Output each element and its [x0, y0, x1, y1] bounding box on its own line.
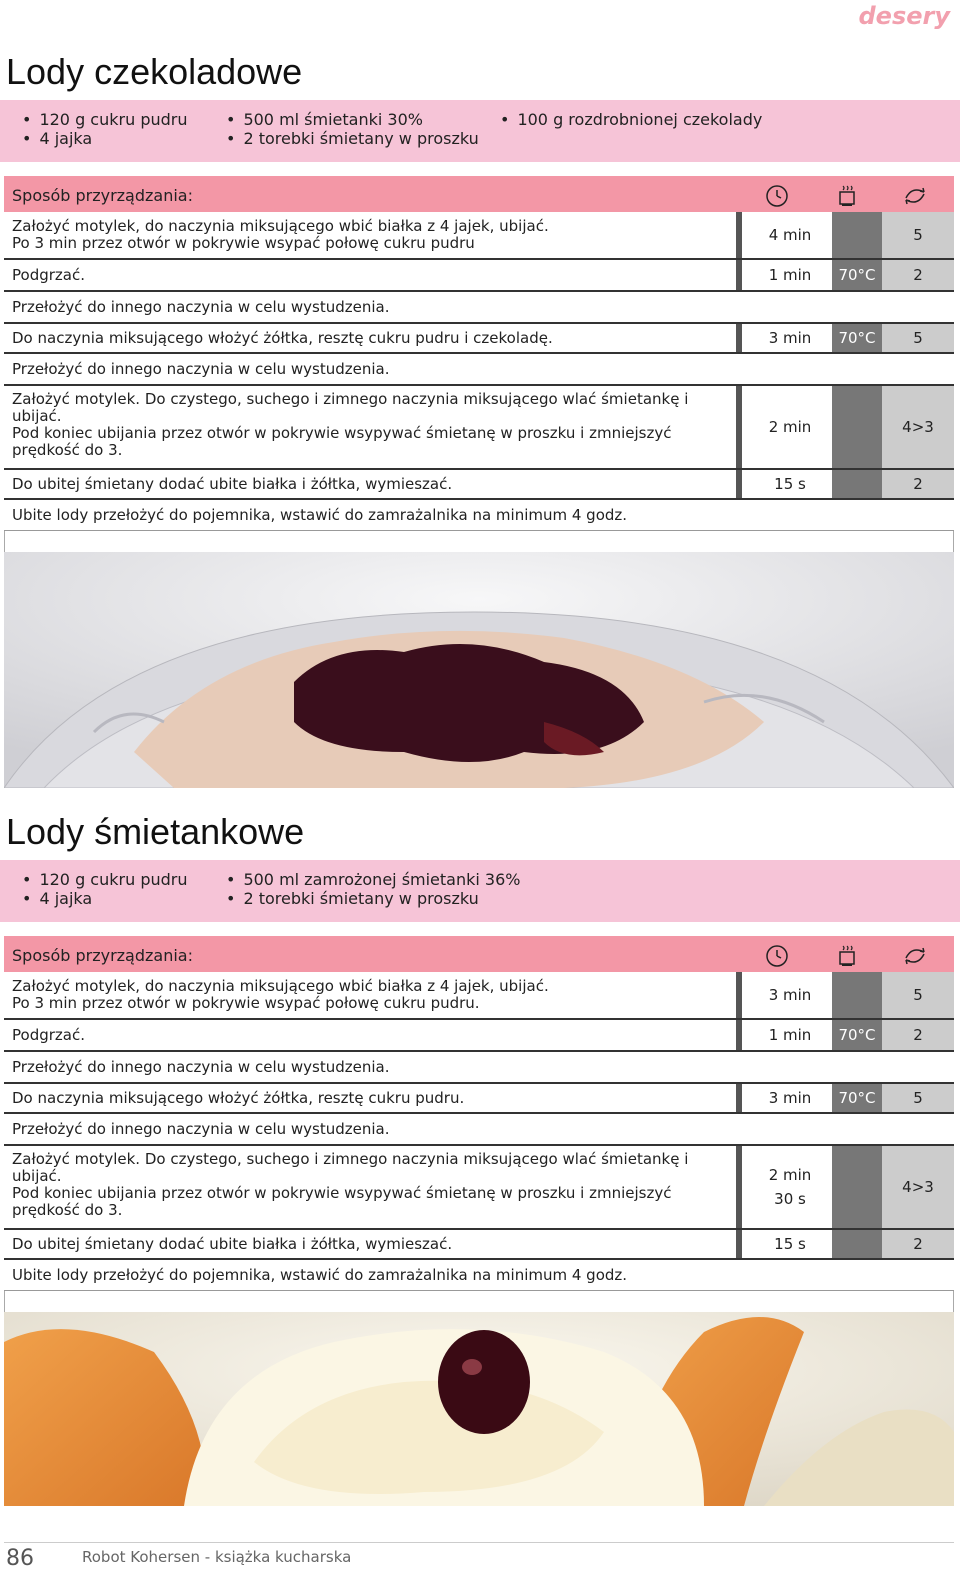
step-text: Przełożyć do innego naczynia w celu wystudzenia.	[12, 360, 390, 378]
step-time: 4 min	[736, 212, 838, 258]
step-text: Założyć motylek. Do czystego, suchego i zimnego naczynia miksującego wlać śmietankę i ubijać. Pod koniec ubijania przez otwór w pokrywie wsypywać śmietanę w proszku i zmniejszyć prędkość do 3.	[12, 390, 689, 459]
ingredient: • 2 torebki śmietany w proszku	[226, 129, 479, 148]
ingredient: • 120 g cukru pudru	[22, 110, 187, 129]
footer-divider	[4, 1542, 954, 1543]
step-row	[4, 470, 954, 500]
step-temp	[832, 972, 882, 1018]
step-temp: 70°C	[832, 1020, 882, 1050]
step-speed: 2	[882, 470, 954, 498]
speed-icon	[902, 182, 928, 208]
ice-cream-dessert-image	[4, 1312, 954, 1506]
step-row	[4, 500, 954, 531]
step-row	[4, 386, 954, 470]
step-settings	[736, 260, 954, 290]
step-settings	[736, 386, 954, 468]
step-row	[4, 1052, 954, 1084]
ingredients-column	[22, 110, 187, 148]
step-settings	[736, 324, 954, 352]
step-text: Założyć motylek. Do czystego, suchego i zimnego naczynia miksującego wlać śmietankę i ubijać. Pod koniec ubijania przez otwór w pokrywie wsypywać śmietanę w proszku i zmniejszyć prędkość do 3.	[12, 1150, 689, 1219]
step-speed: 2	[882, 260, 954, 290]
ice-cream-bowl-image	[4, 552, 954, 788]
temperature-icon	[834, 182, 860, 208]
step-settings	[736, 1146, 954, 1228]
step-time: 3 min	[736, 324, 838, 352]
step-settings	[736, 1084, 954, 1112]
step-row	[4, 972, 954, 1020]
step-time: 3 min	[736, 1084, 838, 1112]
step-temp: 70°C	[832, 1084, 882, 1112]
step-time: 3 min	[736, 972, 838, 1018]
step-time: 2 min	[736, 386, 838, 468]
step-temp	[832, 470, 882, 498]
step-row	[4, 1084, 954, 1114]
step-text: Przełożyć do innego naczynia w celu wystudzenia.	[12, 1120, 390, 1138]
step-speed: 4>3	[882, 1146, 954, 1228]
step-row	[4, 354, 954, 386]
step-text: Podgrzać.	[12, 1026, 85, 1044]
ingredient: • 120 g cukru pudru	[22, 870, 187, 889]
step-text: Ubite lody przełożyć do pojemnika, wstawić do zamrażalnika na minimum 4 godz.	[12, 1266, 628, 1284]
ingredient: • 2 torebki śmietany w proszku	[226, 889, 520, 908]
speed-icon	[902, 942, 928, 968]
step-speed: 2	[882, 1020, 954, 1050]
recipe-title: Lody czekoladowe	[6, 51, 303, 92]
step-speed: 5	[882, 1084, 954, 1112]
temperature-icon	[834, 942, 860, 968]
step-text: Przełożyć do innego naczynia w celu wystudzenia.	[12, 1058, 390, 1076]
ingredients-column	[22, 870, 187, 908]
step-time: 1 min	[736, 1020, 838, 1050]
method-header	[4, 936, 954, 972]
step-row	[4, 1146, 954, 1230]
method-table	[4, 936, 954, 1318]
step-settings	[736, 972, 954, 1018]
photo-cream-ice-cream	[4, 1312, 954, 1506]
recipe-title: Lody śmietankowe	[6, 811, 305, 852]
step-time: 2 min 30 s	[736, 1146, 838, 1228]
step-temp: 70°C	[832, 260, 882, 290]
step-speed: 5	[882, 972, 954, 1018]
step-settings	[736, 1230, 954, 1258]
step-settings	[736, 1020, 954, 1050]
timer-icon	[764, 182, 790, 208]
recipe-chocolate-ice-cream	[0, 50, 960, 162]
method-header	[4, 176, 954, 212]
ingredients-column	[226, 110, 479, 148]
section-tag: desery	[858, 2, 950, 30]
timer-icon	[764, 942, 790, 968]
step-speed: 5	[882, 324, 954, 352]
step-time: 15 s	[736, 470, 838, 498]
method-table	[4, 176, 954, 558]
step-row	[4, 1230, 954, 1260]
recipe-cream-ice-cream	[0, 810, 960, 922]
step-row	[4, 1260, 954, 1291]
step-row	[4, 1020, 954, 1052]
ingredients-column	[226, 870, 520, 908]
step-row	[4, 212, 954, 260]
ingredients-column	[500, 110, 762, 129]
ingredients-box	[0, 100, 960, 162]
step-settings	[736, 470, 954, 498]
step-row	[4, 292, 954, 324]
step-speed: 5	[882, 212, 954, 258]
step-temp	[832, 212, 882, 258]
step-time: 1 min	[736, 260, 838, 290]
step-temp	[832, 386, 882, 468]
step-text: Do ubitej śmietany dodać ubite białka i żółtka, wymieszać.	[12, 475, 453, 493]
step-temp	[832, 1230, 882, 1258]
step-temp: 70°C	[832, 324, 882, 352]
step-row	[4, 1114, 954, 1146]
step-text: Założyć motylek, do naczynia miksującego wbić białka z 4 jajek, ubijać. Po 3 min przez otwór w pokrywie wsypać połowę cukru pudru.	[12, 977, 549, 1012]
ingredient: • 100 g rozdrobnionej czekolady	[500, 110, 762, 129]
step-text: Do naczynia miksującego włożyć żółtka, resztę cukru pudru i czekoladę.	[12, 329, 553, 347]
ingredient: • 4 jajka	[22, 889, 187, 908]
step-speed: 4>3	[882, 386, 954, 468]
ingredients-box	[0, 860, 960, 922]
step-text: Przełożyć do innego naczynia w celu wystudzenia.	[12, 298, 390, 316]
ingredient: • 500 ml śmietanki 30%	[226, 110, 479, 129]
step-text: Do naczynia miksującego włożyć żółtka, resztę cukru pudru.	[12, 1089, 465, 1107]
page-number: 86	[6, 1546, 34, 1571]
step-text: Założyć motylek, do naczynia miksującego wbić białka z 4 jajek, ubijać. Po 3 min przez otwór w pokrywie wsypać połowę cukru pudru	[12, 217, 549, 252]
step-text: Do ubitej śmietany dodać ubite białka i żółtka, wymieszać.	[12, 1235, 453, 1253]
step-text: Podgrzać.	[12, 266, 85, 284]
method-label: Sposób przyrządzania:	[12, 186, 193, 205]
step-row	[4, 260, 954, 292]
photo-chocolate-ice-cream	[4, 552, 954, 788]
ingredient: • 4 jajka	[22, 129, 187, 148]
book-title: Robot Kohersen - książka kucharska	[82, 1548, 352, 1566]
step-text: Ubite lody przełożyć do pojemnika, wstawić do zamrażalnika na minimum 4 godz.	[12, 506, 628, 524]
step-speed: 2	[882, 1230, 954, 1258]
ingredient: • 500 ml zamrożonej śmietanki 36%	[226, 870, 520, 889]
step-settings	[736, 212, 954, 258]
method-label: Sposób przyrządzania:	[12, 946, 193, 965]
step-temp	[832, 1146, 882, 1228]
step-row	[4, 324, 954, 354]
step-time: 15 s	[736, 1230, 838, 1258]
